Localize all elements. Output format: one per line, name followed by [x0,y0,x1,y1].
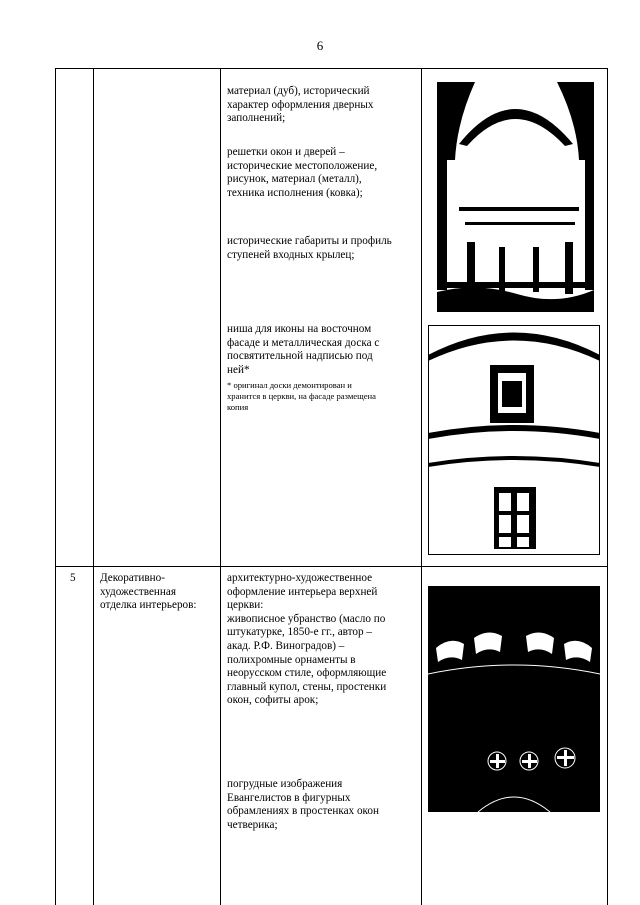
row-b-text-2: погрудные изображения Евангелистов в фигурных обрамлениях в простенках окон четверика; [227,778,379,831]
col-border-5 [607,68,608,905]
col-border-4 [421,68,422,905]
row-divider [55,566,608,567]
col-border-2 [93,68,94,905]
row-a-text-3: исторические габариты и профиль ступеней входных крылец; [227,235,392,261]
row-a-text-4: ниша для иконы на восточном фасаде и металлическая доска с посвятительной надписью под ней* [227,323,380,376]
table-top-border [55,68,608,69]
row-b-text-1: архитектурно-художественное оформление интерьера верхней церкви: живописное убранство (масло по штукатурке, 1850-е гг., автор – акад. Р.Ф. Виноградов) – полихромные орнаменты в неорусском стиле, оформляющие главный купол, стены, простенки окон, софиты арок; [227,572,387,707]
row-a-text-2: решетки окон и дверей – исторические местоположение, рисунок, материал (металл), техника исполнения (ковка); [227,146,378,199]
row-name: Декоративно- художественная отделка интерьеров: [100,572,197,612]
church-apse-photo [428,325,600,555]
church-portal-photo [437,82,594,312]
col-border-1 [55,68,56,905]
church-interior-photo [428,586,600,812]
page-number: 6 [316,38,324,53]
row-a-text-1: материал (дуб), исторический характер оформления дверных заполнений; [227,85,374,125]
col-border-3 [220,68,221,905]
row-number: 5 [70,572,76,584]
row-a-footnote: * оригинал доски демонтирован и хранится в церкви, на фасаде размещена копия [227,380,376,412]
